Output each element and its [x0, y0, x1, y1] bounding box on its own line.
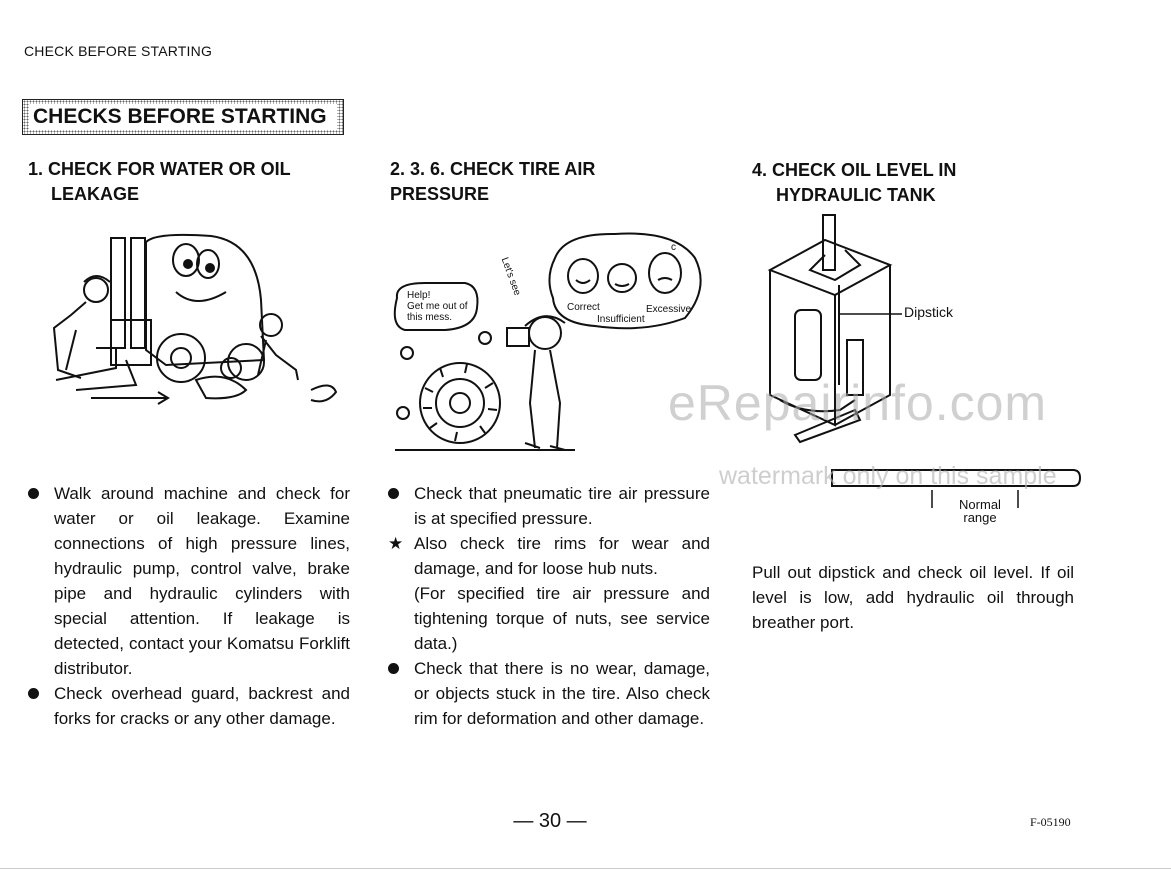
insufficient-label: Insufficient [597, 314, 645, 325]
list-item [388, 656, 710, 731]
bullet-dot-icon [28, 488, 39, 499]
col2-item-2-text: Also check tire rims for wear and damage, and for loose hub nuts. [414, 534, 710, 578]
tire-illustration [385, 228, 715, 458]
normal-range-line2: range [963, 510, 997, 525]
col2-heading-line2: PRESSURE [390, 184, 490, 204]
list-item-note [388, 581, 710, 656]
col2-item-2-note: (For specified tire air pressure and tightening torque of nuts, see service data.) [414, 584, 710, 653]
col3-heading [752, 158, 956, 208]
col2-item-1-text: Check that pneumatic tire air pressure is at specified pressure. [414, 484, 710, 528]
correct-label: Correct [567, 302, 600, 313]
list-item [28, 481, 350, 681]
col1-bullet-1-text: Walk around machine and check for water or oil leakage. Examine connections of high pressure lines, hydraulic pump, control valve, brake pipe and hydraulic cylinders with special attention. If leakage is detected, contact your Komatsu Forklift distributor. [54, 484, 350, 678]
col2-heading-line1: 2. 3. 6. CHECK TIRE AIR [390, 159, 596, 179]
page-number: — 30 — [513, 810, 587, 832]
col1-bullet-2-text: Check overhead guard, backrest and forks for cracks or any other damage. [54, 684, 350, 728]
bullet-dot-icon [28, 688, 39, 699]
dipstick-leader-line [838, 304, 908, 324]
col2-heading [390, 157, 595, 207]
figure-code: F-05190 [1030, 815, 1071, 829]
col1-heading-line2: LEAKAGE [51, 184, 140, 204]
bottom-rule [0, 868, 1171, 869]
col2-item-list [388, 481, 710, 731]
list-item [388, 531, 710, 581]
col1-heading [28, 157, 291, 207]
col3-heading-line2: HYDRAULIC TANK [776, 185, 936, 205]
watermark-sub: watermark only on this sample [719, 462, 1057, 490]
section-title-box [22, 99, 344, 135]
watermark-main: eRepairinfo.com [668, 375, 1048, 431]
list-item [388, 481, 710, 531]
normal-range-line1: Normal [959, 497, 1001, 512]
lets-see-label: Let's see [498, 256, 523, 298]
running-head: CHECK BEFORE STARTING [24, 43, 213, 59]
col3-heading-line1: 4. CHECK OIL LEVEL IN [752, 160, 957, 180]
dipstick-label: Dipstick [904, 304, 954, 320]
section-title: CHECKS BEFORE STARTING [29, 104, 337, 130]
speech-help-line2: Get me out of [407, 301, 468, 312]
normal-range-label [940, 498, 1020, 524]
col3-body-text: Pull out dipstick and check oil level. If oil level is low, add hydraulic oil through breather port. [752, 563, 1074, 632]
speech-help-line3: this mess. [407, 312, 453, 323]
col1-heading-line1: 1. CHECK FOR WATER OR OIL [28, 159, 291, 179]
col2-item-3-text: Check that there is no wear, damage, or objects stuck in the tire. Also check rim for deformation and other damage. [414, 659, 710, 728]
list-item [28, 681, 350, 731]
forklift-illustration [36, 230, 346, 410]
col1-bullet-list [28, 481, 350, 731]
star-icon: ★ [388, 534, 404, 553]
bullet-dot-icon [388, 663, 399, 674]
excessive-label: Excessive [646, 304, 692, 315]
bullet-dot-icon [388, 488, 399, 499]
speech-help-line1: Help! [407, 290, 431, 301]
c-label: c [671, 242, 676, 253]
